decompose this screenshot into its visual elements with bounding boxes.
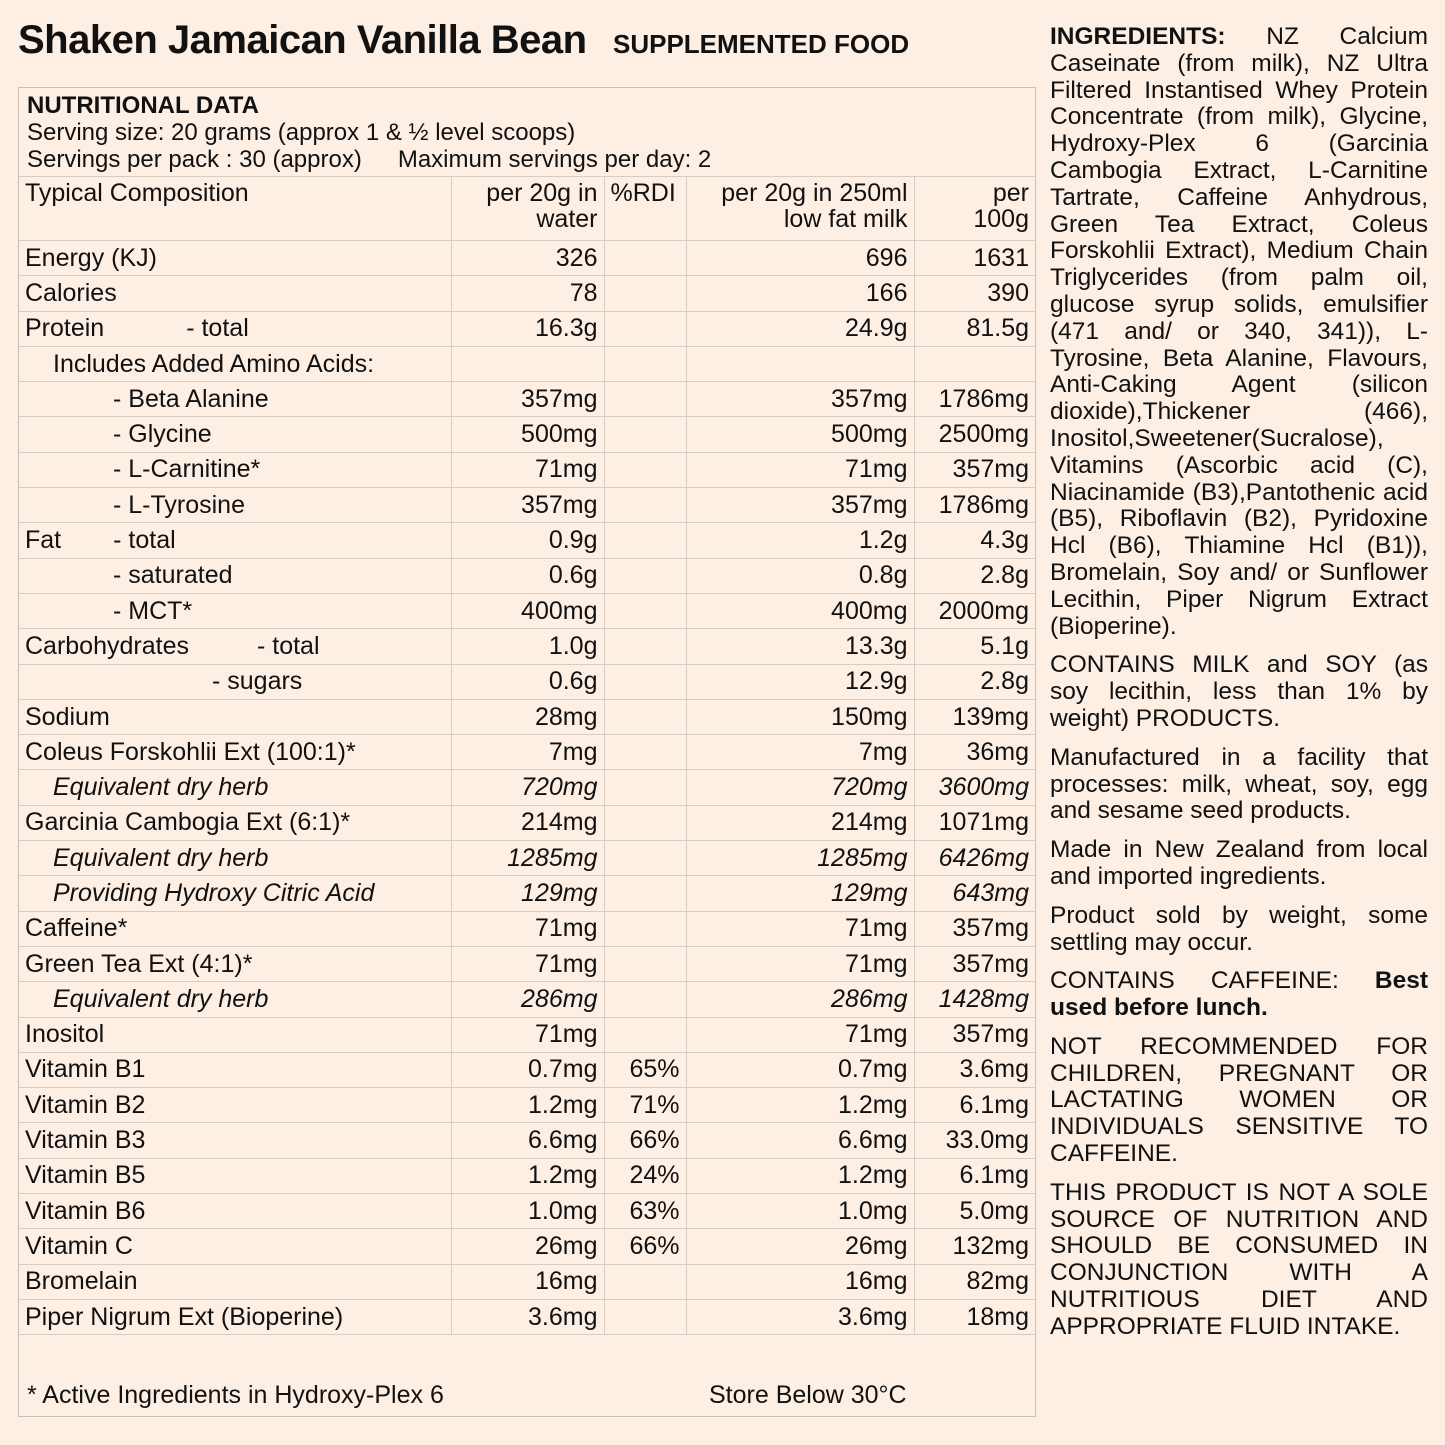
cell-water: 71mg <box>451 452 604 487</box>
cell-rdi: 63% <box>604 1194 686 1229</box>
cell-water: 720mg <box>451 770 604 805</box>
table-row <box>19 276 1035 311</box>
ingredients-paragraph <box>1050 24 1428 640</box>
cell-milk: 720mg <box>686 770 914 805</box>
table-row <box>19 1088 1035 1123</box>
table-row <box>19 346 1035 381</box>
cell-rdi <box>604 629 686 664</box>
cell-per100: 81.5g <box>914 311 1035 346</box>
cell-per100: 2.8g <box>914 558 1035 593</box>
label-header <box>18 18 1018 74</box>
cell-per100: 357mg <box>914 1017 1035 1052</box>
cell-milk: 0.7mg <box>686 1052 914 1087</box>
table-row <box>19 382 1035 417</box>
facility-statement: Manufactured in a facility that processes: milk, wheat, soy, egg and sesame seed products. <box>1050 743 1428 825</box>
cell-milk: 71mg <box>686 1017 914 1052</box>
cell-per100: 36mg <box>914 735 1035 770</box>
row-name: Vitamin C <box>19 1229 451 1264</box>
table-row <box>19 1229 1035 1264</box>
cell-rdi <box>604 805 686 840</box>
cell-milk: 1.2mg <box>686 1088 914 1123</box>
row-name: - Beta Alanine <box>19 382 451 417</box>
table-row <box>19 417 1035 452</box>
cell-per100: 1631 <box>914 241 1035 276</box>
cell-rdi <box>604 1299 686 1334</box>
row-name: Green Tea Ext (4:1)* <box>19 946 451 981</box>
cell-milk: 696 <box>686 241 914 276</box>
cell-milk: 500mg <box>686 417 914 452</box>
cell-per100: 2500mg <box>914 417 1035 452</box>
table-row <box>19 1017 1035 1052</box>
serving-size: Serving size: 20 grams (approx 1 & ½ level scoops) <box>27 119 576 146</box>
table-row <box>19 805 1035 840</box>
table-row <box>19 629 1035 664</box>
nutrition-heading: NUTRITIONAL DATA <box>27 92 259 119</box>
cell-per100: 6.1mg <box>914 1088 1035 1123</box>
nutrition-panel <box>18 87 1036 1417</box>
cell-water: 214mg <box>451 805 604 840</box>
cell-rdi <box>604 311 686 346</box>
cell-rdi <box>604 876 686 911</box>
row-name: Piper Nigrum Ext (Bioperine) <box>19 1299 451 1334</box>
cell-per100: 1071mg <box>914 805 1035 840</box>
cell-per100: 4.3g <box>914 523 1035 558</box>
cell-milk: 26mg <box>686 1229 914 1264</box>
row-name: - L-Tyrosine <box>19 488 451 523</box>
cell-milk: 1.2g <box>686 523 914 558</box>
cell-water: 0.6g <box>451 664 604 699</box>
table-row <box>19 488 1035 523</box>
cell-per100: 1428mg <box>914 982 1035 1017</box>
table-row <box>19 664 1035 699</box>
table-row <box>19 770 1035 805</box>
table-row <box>19 1158 1035 1193</box>
cell-per100: 6426mg <box>914 841 1035 876</box>
col-header-name: Typical Composition <box>19 177 451 241</box>
row-name: Equivalent dry herb <box>19 770 451 805</box>
cell-water <box>451 346 604 381</box>
cell-rdi: 71% <box>604 1088 686 1123</box>
row-name: Vitamin B5 <box>19 1158 451 1193</box>
ingredients-text: NZ Calcium Caseinate (from milk), NZ Ultra Filtered Instantised Whey Protein Concentrate (from milk), Glycine, Hydroxy-Plex 6 (Garcinia Cambogia Extract, L-Carnitine Tartrate, Caffeine Anhydrous, Green Tea Extract, Coleus Forskohlii Extract), Medium Chain Triglycerides (from palm oil, glucose syrup solids, emulsifier (471 and/ or 340, 341)), L-Tyrosine, Beta Alanine, Flavours, Anti-Caking Agent (silicon dioxide),Thickener (466), Inositol,Sweetener(Sucralose), Vitamins (Ascorbic acid (C), Niacinamide (B3),Pantothenic acid (B5), Riboflavin (B2), Pyridoxine Hcl (B6), Thiamine Hcl (B1)), Bromelain, Soy and/ or Sunflower Lecithin, Piper Nigrum Extract (Bioperine). <box>1050 23 1428 640</box>
table-row <box>19 1264 1035 1299</box>
cell-milk: 1285mg <box>686 841 914 876</box>
row-name: Caffeine* <box>19 911 451 946</box>
table-row <box>19 1052 1035 1087</box>
cell-milk: 12.9g <box>686 664 914 699</box>
cell-per100: 357mg <box>914 946 1035 981</box>
cell-per100: 2000mg <box>914 593 1035 628</box>
cell-water: 1.0g <box>451 629 604 664</box>
cell-milk: 400mg <box>686 593 914 628</box>
row-name: - sugars <box>19 664 451 699</box>
row-name: Coleus Forskohlii Ext (100:1)* <box>19 735 451 770</box>
row-subname: - total <box>113 526 176 555</box>
table-row <box>19 982 1035 1017</box>
cell-water: 400mg <box>451 593 604 628</box>
sole-source-statement: THIS PRODUCT IS NOT A SOLE SOURCE OF NUTRITION AND SHOULD BE CONSUMED IN CONJUNCTION WITH A NUTRITIOUS DIET AND APPROPRIATE FLUID INTAKE. <box>1050 1178 1428 1340</box>
cell-milk: 3.6mg <box>686 1299 914 1334</box>
nutrition-header <box>19 88 1035 176</box>
cell-per100: 5.1g <box>914 629 1035 664</box>
cell-rdi <box>604 770 686 805</box>
row-name: Protein - total <box>19 311 451 346</box>
ingredients-panel <box>1050 24 1428 1353</box>
cell-water: 6.6mg <box>451 1123 604 1158</box>
table-header-row <box>19 177 1035 241</box>
caffeine-statement <box>1050 968 1428 1022</box>
cell-rdi <box>604 664 686 699</box>
cell-water: 78 <box>451 276 604 311</box>
table-row <box>19 558 1035 593</box>
cell-rdi <box>604 699 686 734</box>
cell-per100: 1786mg <box>914 488 1035 523</box>
row-name: Bromelain <box>19 1264 451 1299</box>
cell-milk: 129mg <box>686 876 914 911</box>
col-header-water: per 20g in water <box>451 177 604 241</box>
cell-rdi <box>604 452 686 487</box>
cell-water: 0.6g <box>451 558 604 593</box>
cell-rdi <box>604 946 686 981</box>
row-name: Fat - total <box>19 523 451 558</box>
cell-rdi: 66% <box>604 1229 686 1264</box>
cell-milk: 71mg <box>686 946 914 981</box>
ingredients-label: INGREDIENTS: <box>1050 23 1226 50</box>
cell-milk: 0.8g <box>686 558 914 593</box>
row-name: Equivalent dry herb <box>19 841 451 876</box>
row-name: Carbohydrates - total <box>19 629 451 664</box>
col-header-rdi: %RDI <box>604 177 686 241</box>
cell-per100: 390 <box>914 276 1035 311</box>
cell-water: 1.2mg <box>451 1088 604 1123</box>
cell-milk: 357mg <box>686 382 914 417</box>
servings-per-pack: Servings per pack : 30 (approx) <box>27 146 362 173</box>
cell-rdi <box>604 593 686 628</box>
cell-rdi <box>604 346 686 381</box>
table-row <box>19 841 1035 876</box>
cell-water: 1.0mg <box>451 1194 604 1229</box>
cell-per100: 5.0mg <box>914 1194 1035 1229</box>
row-name: Garcinia Cambogia Ext (6:1)* <box>19 805 451 840</box>
cell-per100: 82mg <box>914 1264 1035 1299</box>
table-row <box>19 946 1035 981</box>
cell-water: 71mg <box>451 911 604 946</box>
cell-water: 357mg <box>451 382 604 417</box>
row-name: - MCT* <box>19 593 451 628</box>
row-name: Vitamin B1 <box>19 1052 451 1087</box>
cell-milk: 16mg <box>686 1264 914 1299</box>
cell-milk: 214mg <box>686 805 914 840</box>
caffeine-label: CONTAINS CAFFEINE: <box>1050 967 1339 995</box>
cell-per100: 132mg <box>914 1229 1035 1264</box>
cell-per100: 139mg <box>914 699 1035 734</box>
cell-milk: 24.9g <box>686 311 914 346</box>
cell-water: 286mg <box>451 982 604 1017</box>
cell-water: 28mg <box>451 699 604 734</box>
cell-water: 71mg <box>451 946 604 981</box>
cell-water: 129mg <box>451 876 604 911</box>
row-name: - Glycine <box>19 417 451 452</box>
cell-milk: 71mg <box>686 452 914 487</box>
cell-rdi <box>604 841 686 876</box>
cell-water: 71mg <box>451 1017 604 1052</box>
row-name: Inositol <box>19 1017 451 1052</box>
cell-rdi <box>604 382 686 417</box>
row-name: Energy (KJ) <box>19 241 451 276</box>
cell-water: 1285mg <box>451 841 604 876</box>
table-row <box>19 593 1035 628</box>
cell-water: 1.2mg <box>451 1158 604 1193</box>
row-name: Sodium <box>19 699 451 734</box>
cell-per100: 18mg <box>914 1299 1035 1334</box>
cell-milk: 150mg <box>686 699 914 734</box>
cell-per100: 6.1mg <box>914 1158 1035 1193</box>
table-row <box>19 876 1035 911</box>
cell-water: 16.3g <box>451 311 604 346</box>
cell-rdi <box>604 1264 686 1299</box>
row-name: Providing Hydroxy Citric Acid <box>19 876 451 911</box>
cell-rdi <box>604 1017 686 1052</box>
origin-statement: Made in New Zealand from local and imported ingredients. <box>1050 836 1428 890</box>
caffeine-advice: Best used before lunch. <box>1050 967 1428 1022</box>
row-name: Calories <box>19 276 451 311</box>
cell-rdi: 66% <box>604 1123 686 1158</box>
cell-water: 0.7mg <box>451 1052 604 1087</box>
cell-milk: 286mg <box>686 982 914 1017</box>
row-name: Vitamin B3 <box>19 1123 451 1158</box>
cell-milk: 357mg <box>686 488 914 523</box>
product-title: Shaken Jamaican Vanilla Bean <box>18 18 587 62</box>
table-row <box>19 735 1035 770</box>
row-name: - saturated <box>19 558 451 593</box>
cell-rdi <box>604 488 686 523</box>
table-row <box>19 523 1035 558</box>
cell-rdi: 65% <box>604 1052 686 1087</box>
table-row <box>19 1299 1035 1334</box>
cell-water: 326 <box>451 241 604 276</box>
cell-water: 500mg <box>451 417 604 452</box>
table-row <box>19 452 1035 487</box>
table-row <box>19 241 1035 276</box>
row-name: - L-Carnitine* <box>19 452 451 487</box>
cell-rdi <box>604 911 686 946</box>
cell-rdi <box>604 241 686 276</box>
cell-rdi <box>604 735 686 770</box>
table-row <box>19 1123 1035 1158</box>
cell-rdi <box>604 417 686 452</box>
allergen-statement: CONTAINS MILK and SOY (as soy lecithin, less than 1% by weight) PRODUCTS. <box>1050 651 1428 732</box>
cell-milk: 1.2mg <box>686 1158 914 1193</box>
product-category: SUPPLEMENTED FOOD <box>612 29 910 59</box>
cell-milk: 166 <box>686 276 914 311</box>
cell-water: 0.9g <box>451 523 604 558</box>
cell-per100: 1786mg <box>914 382 1035 417</box>
table-row <box>19 1194 1035 1229</box>
cell-water: 7mg <box>451 735 604 770</box>
cell-per100: 2.8g <box>914 664 1035 699</box>
row-subname: - total <box>256 631 320 660</box>
cell-milk: 6.6mg <box>686 1123 914 1158</box>
col-header-milk: per 20g in 250ml low fat milk <box>686 177 914 241</box>
cell-rdi: 24% <box>604 1158 686 1193</box>
cell-milk: 1.0mg <box>686 1194 914 1229</box>
cell-per100 <box>914 346 1035 381</box>
active-ingredients-note: * Active Ingredients in Hydroxy-Plex 6 <box>27 1381 444 1409</box>
cell-per100: 33.0mg <box>914 1123 1035 1158</box>
cell-rdi <box>604 558 686 593</box>
storage-note: Store Below 30°C <box>709 1381 907 1409</box>
cell-rdi <box>604 276 686 311</box>
cell-milk <box>686 346 914 381</box>
cell-water: 26mg <box>451 1229 604 1264</box>
row-name: Includes Added Amino Acids: <box>19 346 451 381</box>
cell-milk: 7mg <box>686 735 914 770</box>
warning-statement: NOT RECOMMENDED FOR CHILDREN, PREGNANT OR LACTATING WOMEN OR INDIVIDUALS SENSITIVE TO CAFFEINE. <box>1050 1032 1428 1168</box>
servings-line <box>27 146 1035 173</box>
table-row <box>19 311 1035 346</box>
row-name: Vitamin B6 <box>19 1194 451 1229</box>
cell-per100: 357mg <box>914 911 1035 946</box>
table-row <box>19 911 1035 946</box>
cell-per100: 643mg <box>914 876 1035 911</box>
row-name: Vitamin B2 <box>19 1088 451 1123</box>
cell-water: 357mg <box>451 488 604 523</box>
col-header-per100: per 100g <box>914 177 1035 241</box>
table-row <box>19 699 1035 734</box>
row-subname: - total <box>186 314 249 343</box>
cell-per100: 3.6mg <box>914 1052 1035 1087</box>
cell-milk: 13.3g <box>686 629 914 664</box>
cell-rdi <box>604 523 686 558</box>
cell-water: 3.6mg <box>451 1299 604 1334</box>
cell-rdi <box>604 982 686 1017</box>
cell-per100: 357mg <box>914 452 1035 487</box>
nutrition-table <box>19 176 1035 1335</box>
settling-statement: Product sold by weight, some settling may occur. <box>1050 901 1428 956</box>
max-servings: Maximum servings per day: 2 <box>397 146 712 173</box>
cell-per100: 3600mg <box>914 770 1035 805</box>
cell-water: 16mg <box>451 1264 604 1299</box>
cell-milk: 71mg <box>686 911 914 946</box>
row-name: Equivalent dry herb <box>19 982 451 1017</box>
